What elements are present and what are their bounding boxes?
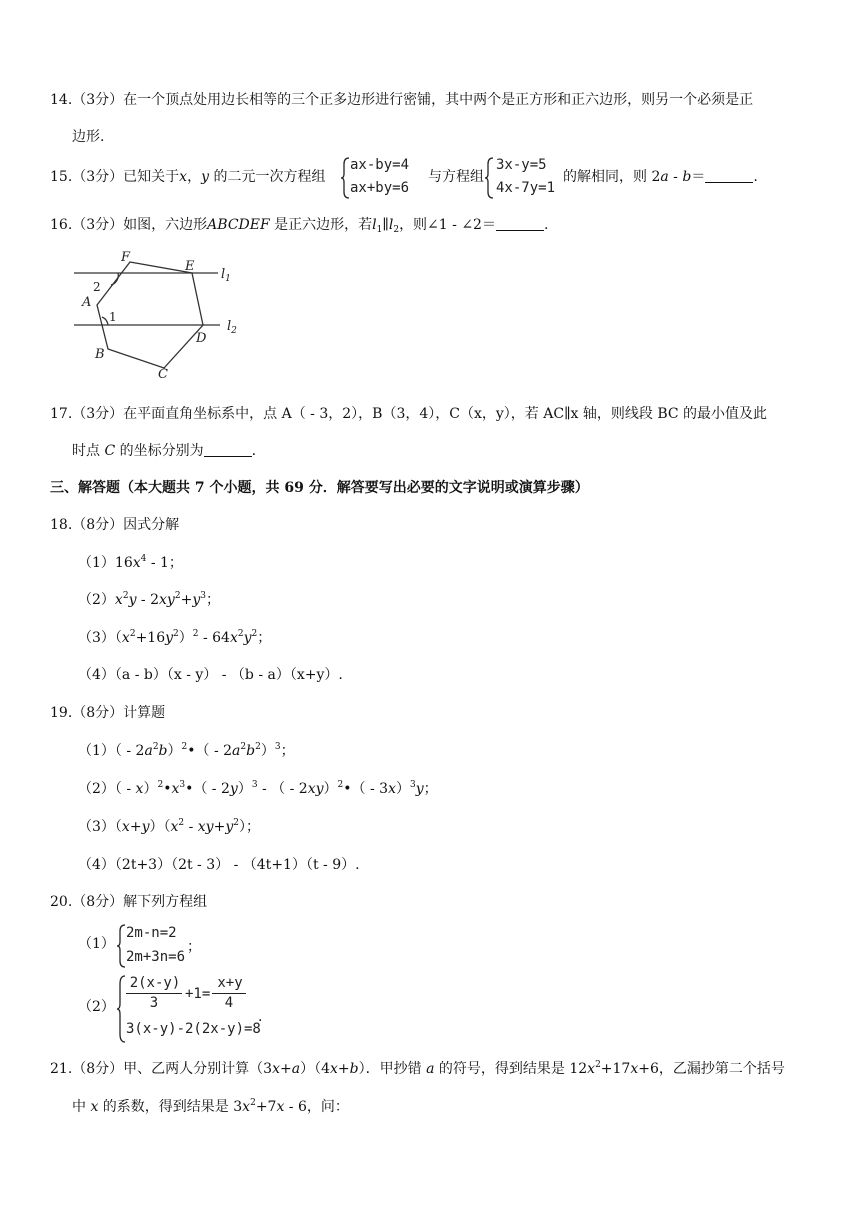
q18-part1: $(1)16x^4 - 1$； (78, 554, 183, 571)
label-A: A (82, 295, 92, 310)
q15-end: . (753, 169, 758, 185)
label-l1: $l_1$ (221, 267, 231, 284)
q15-sys2-row2: 4x-7y=1 (496, 180, 556, 196)
brace-icon (116, 974, 126, 1044)
q15-system-2 (484, 156, 568, 200)
q15-text-start (50, 170, 325, 184)
frac1-num: 2(x-y) (129, 975, 181, 991)
q20-sys2-row2: 3(x-y)-2(2x-y)=8 (126, 1021, 261, 1037)
q15-pre: 15.（3分）已知关于 (50, 169, 180, 185)
label-F: F (121, 250, 131, 265)
q20-part2-label: （2） (78, 999, 115, 1015)
hexagon-name: ABCDEF (207, 217, 270, 233)
angle-1-arc (102, 317, 108, 325)
q15-eq: ＝ (691, 169, 706, 185)
sub-2: 2 (393, 225, 400, 235)
q15-text-end (563, 170, 758, 184)
q17-l2b: 的坐标分别为 (115, 443, 204, 459)
q20-sys1-row1: 2m-n=2 (126, 925, 177, 941)
label-angle-1: 1 (109, 310, 117, 324)
answer-blank[interactable] (496, 218, 544, 231)
q16-pre: 16.（3分）如图，六边形 (50, 217, 208, 233)
angle-2-arc (111, 273, 118, 285)
q15-mid: 的二元一次方程组 (209, 169, 326, 185)
q20-title: 20.（8分）解下列方程组 (50, 894, 208, 910)
plus-one-equals: +1= (185, 986, 211, 1002)
brace-icon (484, 156, 494, 200)
section-heading: 三、解答题（本大题共 7 个小题，共 69 分．解答要写出必要的文字说明或演算步骤） (50, 480, 589, 496)
label-E: E (185, 259, 195, 274)
q16-end: . (543, 217, 549, 233)
q19-part1: $(1)( - 2a^2b)^2•( - 2a^2b^2)^3$； (78, 742, 295, 759)
answer-blank[interactable] (204, 444, 252, 457)
point-C: C (104, 443, 116, 459)
q15-with: 与方程组 (428, 169, 484, 185)
q20-part1-label: （1） (78, 936, 115, 952)
q15-sys1-row2: ax+by=6 (350, 180, 410, 196)
q21-line2: 中 x 的系数，得到结果是 $3x^2+7x - 6$，问： (72, 1098, 349, 1115)
q18-part2: $(2)x^2y - 2xy^2+y^3$； (78, 591, 220, 608)
label-D: D (196, 331, 207, 346)
q15-sys1-row1: ax-by=4 (350, 157, 410, 173)
frac2-den: 4 (224, 995, 234, 1011)
frac2-num: x+y (217, 975, 243, 991)
line-l1: l (372, 217, 377, 233)
q16-mid: 是正六边形，若 (269, 217, 373, 233)
q20-dot: . (258, 1009, 263, 1025)
q16-text (50, 217, 549, 235)
frac1-bar (126, 993, 182, 994)
label-B: B (95, 347, 105, 362)
answer-blank[interactable] (705, 170, 753, 183)
q19-title: 19.（8分）计算题 (50, 705, 166, 721)
q16-post: ，则∠1 - ∠2＝ (399, 217, 496, 233)
sub-1: 1 (376, 225, 383, 235)
label-l2: $l_2$ (227, 319, 237, 336)
q18-title: 18.（8分）因式分解 (50, 517, 180, 533)
q17-line1: 17.（3分）在平面直角坐标系中，点 A（ - 3，2），B（3，4），C（x，y），若 AC∥x 轴，则线段 BC 的最小值及此 (50, 406, 768, 422)
q15-system-1 (340, 156, 430, 200)
var-y: y (201, 169, 209, 185)
q15-minus: - (668, 169, 683, 185)
label-angle-2: 2 (93, 280, 101, 294)
parallel-symbol: ∥ (382, 217, 389, 233)
q14-line1: 14.（3分）在一个顶点处用边长相等的三个正多边形进行密铺，其中两个是正方形和正六边形，则另一个必须是正 (50, 92, 754, 108)
q18-part4: （4）（a - b）（x - y） - （b - a）（x+y）. (78, 667, 343, 683)
q15-post: 的解相同，则 2 (563, 169, 661, 185)
brace-icon (340, 156, 350, 200)
q17-l2a: 时点 (72, 443, 105, 459)
var-b: b (682, 169, 692, 185)
brace-icon (116, 923, 126, 969)
q20-semicolon: ； (187, 939, 201, 955)
q19-part2: $(2)( - x)^2•x^3•( - 2y)^3$ - （ - 2xy）$^2$•（ - 3x）$^3$y； (78, 780, 438, 797)
hexagon-figure (60, 245, 260, 385)
q19-part4: （4）（2t+3）（2t - 3） - （4t+1）（t - 9）. (78, 857, 360, 873)
q14-line2: 边形. (72, 129, 105, 145)
q18-part3: $(3)(x^2+16y^2)^2 - 64x^2y^2$； (78, 629, 272, 646)
q21-line1: 21.（8分）甲、乙两人分别计算（3x+a）（4x+b）．甲抄错 a 的符号，得到结果是 $12x^2+17x+6$，乙漏抄第二个括号 (50, 1060, 785, 1077)
line-l2: l (388, 217, 394, 233)
q17-line2 (72, 444, 256, 458)
q15-comma: ， (187, 169, 202, 185)
var-a: a (660, 169, 669, 185)
q19-part3: $(3)(x+y)(x^2 - xy+y^2)$； (78, 818, 260, 835)
label-C: C (158, 367, 168, 382)
q17-end: . (251, 443, 257, 459)
var-x: x (179, 169, 188, 185)
frac2-bar (212, 993, 246, 994)
frac1-den: 3 (149, 995, 159, 1011)
q15-sys2-row1: 3x-y=5 (496, 157, 547, 173)
q20-sys1-row2: 2m+3n=6 (126, 949, 186, 965)
